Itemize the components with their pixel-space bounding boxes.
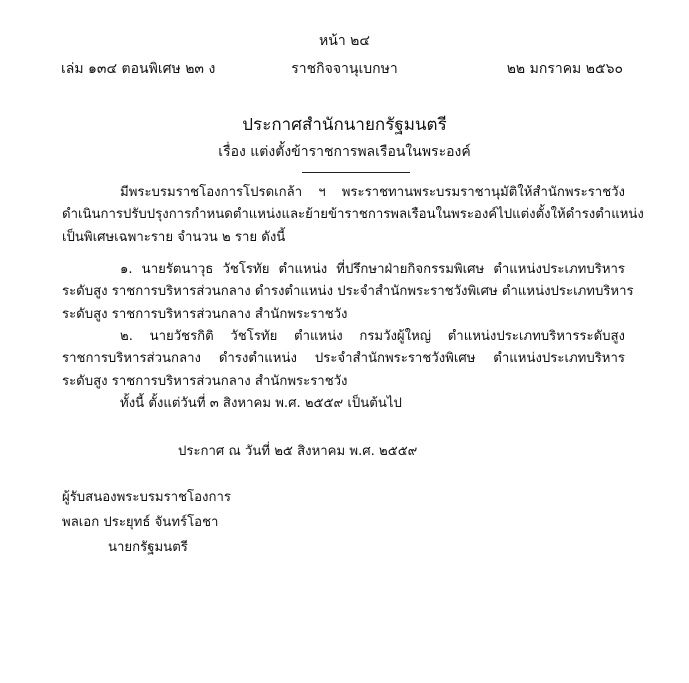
item-1-paragraph [62,259,634,326]
gazette-name: ราชกิจจานุเบกษา [291,61,398,77]
item-2-line-3: ระดับสูง ราชการบริหารส่วนกลาง สำนักพระราชวัง [62,373,348,389]
item-1-line-1: ๑. นายรัตนาวุธ วัชโรทัย ตำแหน่ง ที่ปรึกษาฝ่ายกิจกรรมพิเศษ ตำแหน่งประเภทบริหาร [120,262,625,277]
volume-issue: เล่ม ๑๓๔ ตอนพิเศษ ๒๓ ง [61,61,216,77]
item-2-line-1: ๒. นายวัชรกิติ วัชโรทัย ตำแหน่ง กรมวังผู้ใหญ่ ตำแหน่งประเภทบริหารระดับสูง [120,329,625,344]
item-1-line-3: ระดับสูง ราชการบริหารส่วนกลาง สำนักพระราชวัง [62,306,348,322]
page-number: หน้า ๒๔ [319,33,370,49]
intro-paragraph [62,182,644,249]
countersign-label: ผู้รับสนองพระบรมราชโองการ [62,490,231,505]
intro-line-2: ดำเนินการปรับปรุงการกำหนดตำแหน่งและย้ายข้าราชการพลเรือนในพระองค์ไปแต่งตั้งให้ดำรงตำแหน่ง [62,207,644,223]
title-divider [302,172,410,173]
intro-line-1: มีพระบรมราชโองการโปรดเกล้า ฯ พระราชทานพระบรมราชานุมัติให้สำนักพระราชวัง [120,185,625,200]
intro-line-3: เป็นพิเศษเฉพาะราย จำนวน ๒ ราย ดังนี้ [62,229,286,245]
item-2-line-2: ราชการบริหารส่วนกลาง ดำรงตำแหน่ง ประจำสำนักพระราชวังพิเศษ ตำแหน่งประเภทบริหาร [62,351,625,367]
issue-date: ๒๒ มกราคม ๒๕๖๐ [506,61,623,77]
effective-date-line: ทั้งนี้ ตั้งแต่วันที่ ๓ สิงหาคม พ.ศ. ๒๕๕๙ เป็นต้นไป [120,396,402,412]
proclamation-date: ประกาศ ณ วันที่ ๒๕ สิงหาคม พ.ศ. ๒๕๕๙ [178,444,418,459]
signatory-position: นายกรัฐมนตรี [108,540,188,555]
item-1-line-2: ระดับสูง ราชการบริหารส่วนกลาง ดำรงตำแหน่ง ประจำสำนักพระราชวังพิเศษ ตำแหน่งประเภทบริหาร [62,284,634,300]
item-2-paragraph [62,326,625,416]
signatory-name: พลเอก ประยุทธ์ จันทร์โอชา [62,515,219,530]
document-title: ประกาศสำนักนายกรัฐมนตรี [242,115,447,135]
document-subject: เรื่อง แต่งตั้งข้าราชการพลเรือนในพระองค์ [218,144,471,160]
